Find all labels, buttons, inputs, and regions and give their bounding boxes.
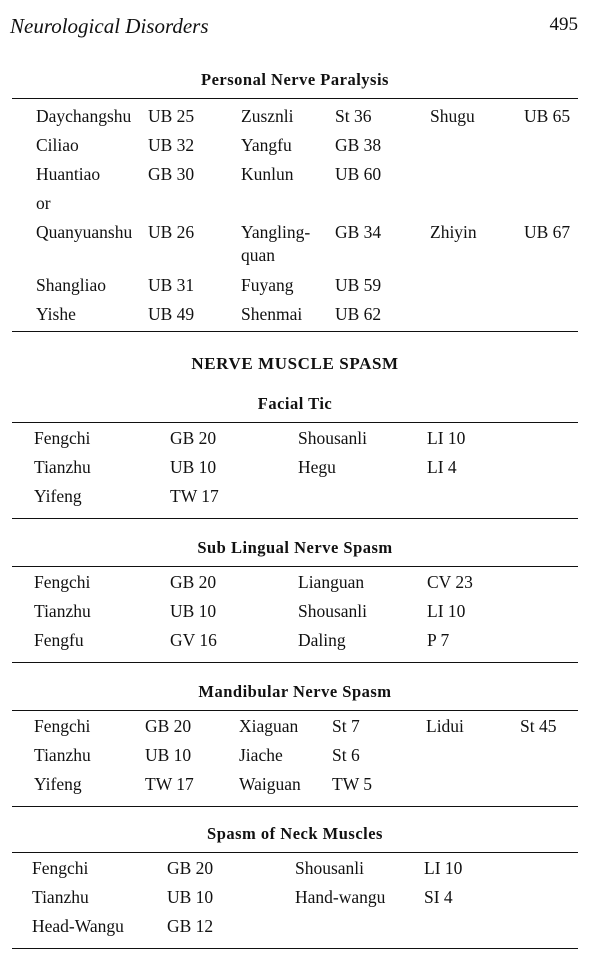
section-bottom-rule bbox=[12, 331, 578, 332]
point-code: St 7 bbox=[332, 716, 360, 736]
point-code: UB 10 bbox=[167, 887, 214, 907]
point-name: Yifeng bbox=[34, 486, 82, 506]
section-top-rule bbox=[12, 98, 578, 99]
point-code: GB 38 bbox=[335, 135, 382, 155]
point-code: GB 20 bbox=[170, 428, 217, 448]
point-code: UB 59 bbox=[335, 275, 382, 295]
table-row bbox=[12, 106, 578, 135]
point-code: UB 31 bbox=[148, 275, 195, 295]
point-name: Shousanli bbox=[298, 601, 368, 621]
point-code: UB 26 bbox=[148, 222, 195, 242]
point-code: UB 32 bbox=[148, 135, 195, 155]
table-row bbox=[12, 457, 578, 486]
point-code: GB 12 bbox=[167, 916, 214, 936]
point-name: Hand-wangu bbox=[295, 887, 386, 907]
table-row bbox=[12, 916, 578, 945]
table-row bbox=[12, 601, 578, 630]
point-name: Waiguan bbox=[239, 774, 301, 794]
point-name: Shugu bbox=[430, 106, 475, 126]
point-table bbox=[12, 572, 578, 659]
point-code: UB 62 bbox=[335, 304, 382, 324]
point-name: Shousanli bbox=[295, 858, 365, 878]
point-code: TW 17 bbox=[170, 486, 219, 506]
table-row bbox=[12, 887, 578, 916]
point-code: UB 10 bbox=[145, 745, 192, 765]
point-code: UB 10 bbox=[170, 457, 217, 477]
section-personal-nerve-paralysis bbox=[12, 70, 578, 332]
point-name: Fuyang bbox=[241, 275, 294, 295]
point-name: Yangfu bbox=[241, 135, 292, 155]
point-code: St 45 bbox=[520, 716, 557, 736]
section-bottom-rule bbox=[12, 662, 578, 663]
point-code: LI 10 bbox=[427, 601, 466, 621]
point-name: Tianzhu bbox=[34, 745, 91, 765]
table-row bbox=[12, 222, 578, 245]
section-neck-muscles bbox=[12, 824, 578, 949]
section-top-rule bbox=[12, 566, 578, 567]
table-row bbox=[12, 245, 578, 275]
point-name: Hegu bbox=[298, 457, 336, 477]
point-name: Zusznli bbox=[241, 106, 294, 126]
point-code: GB 20 bbox=[170, 572, 217, 592]
point-name: Fengchi bbox=[34, 428, 91, 448]
section-title: Spasm of Neck Muscles bbox=[207, 824, 383, 843]
section-title: Facial Tic bbox=[257, 394, 333, 413]
section-bottom-rule bbox=[12, 948, 578, 949]
point-code: UB 25 bbox=[148, 106, 195, 126]
point-code: P 7 bbox=[427, 630, 450, 650]
point-name: Tianzhu bbox=[34, 457, 91, 477]
point-name: Zhiyin bbox=[430, 222, 477, 242]
point-name: Daychangshu bbox=[36, 106, 132, 126]
point-code: GB 34 bbox=[335, 222, 382, 242]
point-name: Kunlun bbox=[241, 164, 294, 184]
page-header bbox=[10, 14, 578, 44]
table-row bbox=[12, 275, 578, 304]
point-name: Fengchi bbox=[34, 716, 91, 736]
point-name: Fengchi bbox=[34, 572, 91, 592]
point-name: Shousanli bbox=[298, 428, 368, 448]
point-name: Tianzhu bbox=[34, 601, 91, 621]
point-name: Xiaguan bbox=[239, 716, 299, 736]
point-name: Jiache bbox=[239, 745, 283, 765]
table-row bbox=[12, 858, 578, 887]
point-name: Quanyuanshu bbox=[36, 222, 133, 242]
table-row bbox=[12, 428, 578, 457]
table-row bbox=[12, 164, 578, 193]
point-name: Daling bbox=[298, 630, 346, 650]
table-row bbox=[12, 572, 578, 601]
section-top-rule bbox=[12, 710, 578, 711]
table-row bbox=[12, 193, 578, 222]
point-code: UB 65 bbox=[524, 106, 571, 126]
point-code: LI 4 bbox=[427, 457, 457, 477]
point-code: SI 4 bbox=[424, 887, 453, 907]
page-number: 495 bbox=[549, 14, 578, 35]
point-code: GB 30 bbox=[148, 164, 195, 184]
running-title: Neurological Disorders bbox=[10, 14, 209, 38]
table-row bbox=[12, 135, 578, 164]
section-bottom-rule bbox=[12, 518, 578, 519]
point-code: UB 49 bbox=[148, 304, 195, 324]
section-title: Mandibular Nerve Spasm bbox=[198, 682, 392, 701]
table-row bbox=[12, 630, 578, 659]
point-name: Yangling- bbox=[241, 222, 311, 242]
table-row bbox=[12, 304, 578, 331]
section-mandibular bbox=[12, 682, 578, 807]
point-code: GB 20 bbox=[145, 716, 192, 736]
point-table bbox=[12, 428, 578, 515]
section-bottom-rule bbox=[12, 806, 578, 807]
section-title: Sub Lingual Nerve Spasm bbox=[197, 538, 393, 557]
point-table bbox=[12, 106, 578, 331]
table-row bbox=[12, 486, 578, 515]
table-row bbox=[12, 774, 578, 803]
main-heading: NERVE MUSCLE SPASM bbox=[191, 354, 399, 373]
point-table bbox=[12, 858, 578, 945]
point-name: Lianguan bbox=[298, 572, 365, 592]
point-name: Fengchi bbox=[32, 858, 89, 878]
section-sub-lingual bbox=[12, 538, 578, 663]
point-name: Yifeng bbox=[34, 774, 82, 794]
point-code: UB 67 bbox=[524, 222, 571, 242]
point-code: UB 60 bbox=[335, 164, 382, 184]
point-code: GB 20 bbox=[167, 858, 214, 878]
point-code: TW 5 bbox=[332, 774, 373, 794]
point-name: Yishe bbox=[36, 304, 76, 324]
point-name: Fengfu bbox=[34, 630, 84, 650]
point-name: Huantiao bbox=[36, 164, 101, 184]
point-name: quan bbox=[241, 245, 276, 265]
section-title: Personal Nerve Paralysis bbox=[201, 70, 389, 89]
table-row bbox=[12, 745, 578, 774]
point-code: UB 10 bbox=[170, 601, 217, 621]
point-name: Shenmai bbox=[241, 304, 303, 324]
point-code: St 6 bbox=[332, 745, 360, 765]
table-row bbox=[12, 716, 578, 745]
point-table bbox=[12, 716, 578, 803]
point-code: TW 17 bbox=[145, 774, 194, 794]
point-code: LI 10 bbox=[424, 858, 463, 878]
point-code: GV 16 bbox=[170, 630, 217, 650]
point-code: CV 23 bbox=[427, 572, 473, 592]
point-name: Ciliao bbox=[36, 135, 79, 155]
point-name: Shangliao bbox=[36, 275, 106, 295]
point-code: St 36 bbox=[335, 106, 372, 126]
point-name: Tianzhu bbox=[32, 887, 89, 907]
point-name: Lidui bbox=[426, 716, 464, 736]
point-code: LI 10 bbox=[427, 428, 466, 448]
section-top-rule bbox=[12, 422, 578, 423]
point-name: or bbox=[36, 193, 51, 213]
point-name: Head-Wangu bbox=[32, 916, 124, 936]
section-facial-tic bbox=[12, 394, 578, 519]
section-top-rule bbox=[12, 852, 578, 853]
